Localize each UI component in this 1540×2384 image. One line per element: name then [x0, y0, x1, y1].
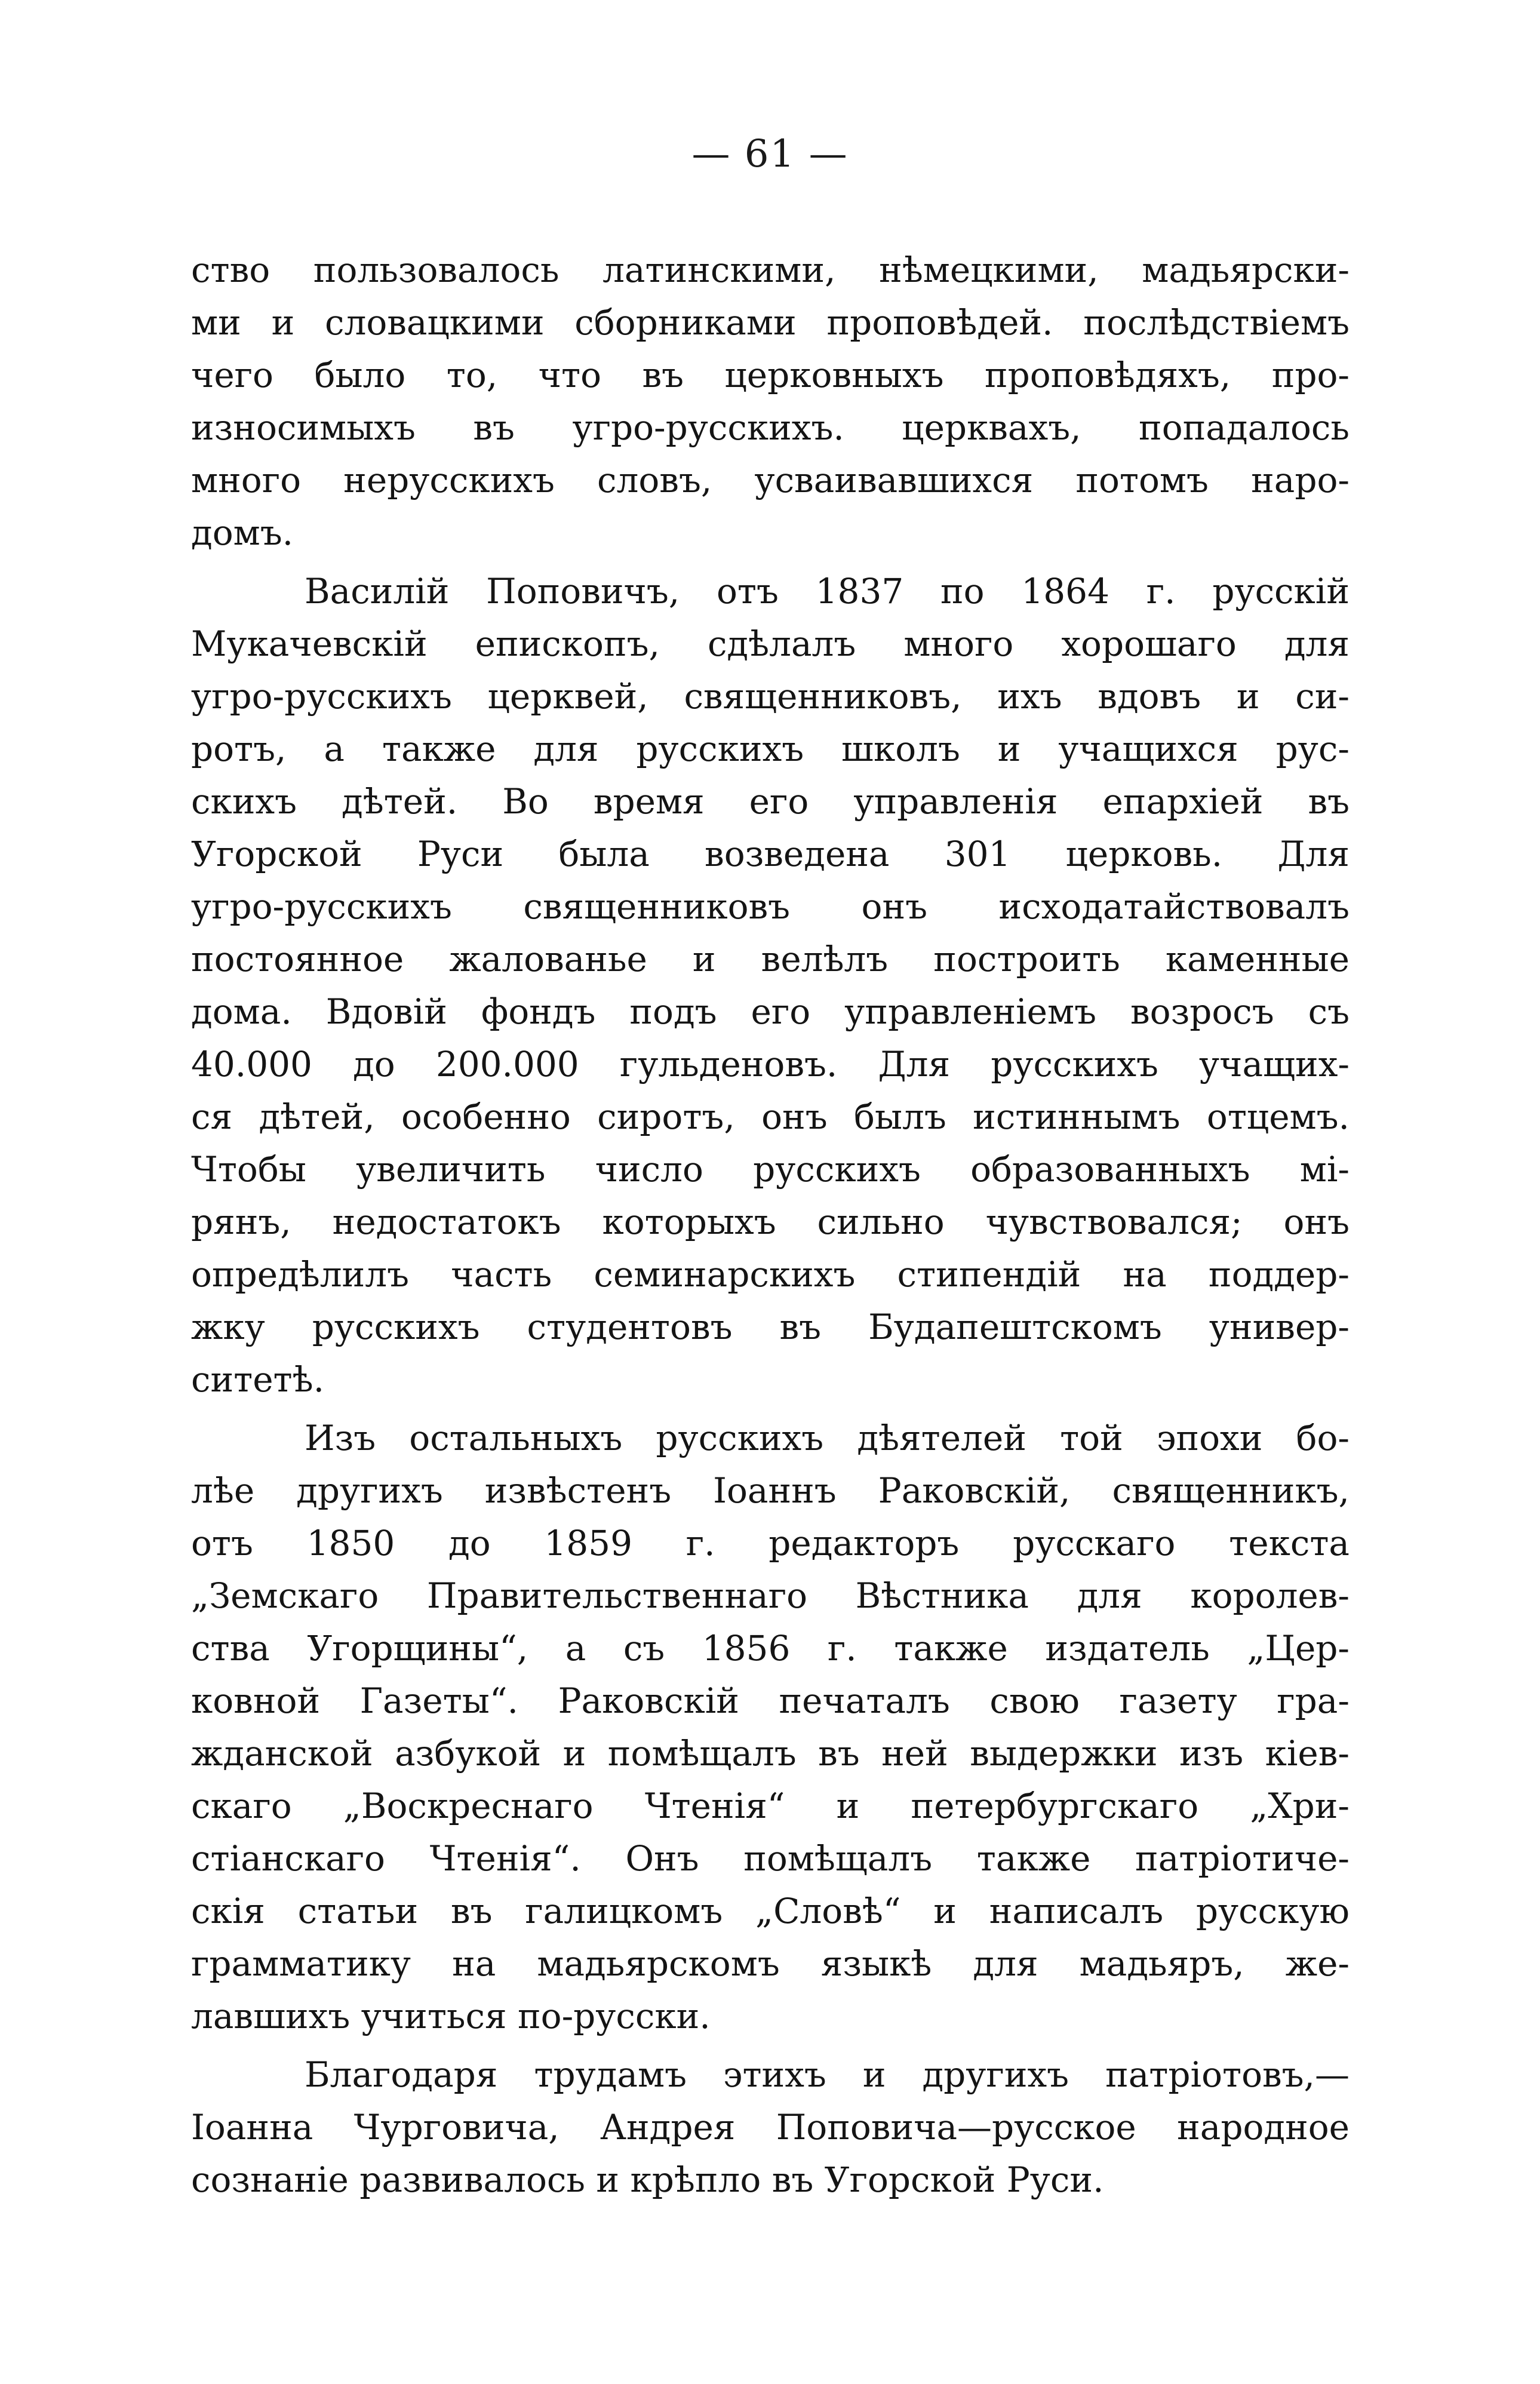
- text-line: много нерусскихъ словъ, усваивавшихся потомъ наро-: [191, 460, 1350, 500]
- text-line: ротъ, а также для русскихъ школъ и учащихся рус-: [191, 729, 1350, 769]
- text-line: лавшихъ учиться по-русски.: [191, 1996, 711, 2036]
- text-line: жку русскихъ студентовъ въ Будапештскомъ универ-: [191, 1307, 1350, 1347]
- text-line: дома. Вдовій фондъ подъ его управленіемъ возросъ съ: [191, 991, 1350, 1032]
- text-line: Чтобы увеличить число русскихъ образованныхъ мі-: [191, 1149, 1350, 1190]
- text-line: угро-русскихъ церквей, священниковъ, ихъ вдовъ и си-: [191, 676, 1350, 717]
- text-line: сознаніе развивалось и крѣпло въ Угорской Руси.: [191, 2159, 1104, 2200]
- body-text: [191, 244, 1350, 2206]
- text-line: ми и словацкими сборниками проповѣдей. послѣдствіемъ: [191, 302, 1350, 343]
- text-line: Іоанна Чурговича, Андрея Поповича—русское народное: [191, 2107, 1350, 2148]
- text-line: лѣе другихъ извѣстенъ Іоаннъ Раковскій, священникъ,: [191, 1470, 1350, 1511]
- text-line: скаго „Воскреснаго Чтенія“ и петербургскаго „Хри-: [191, 1786, 1350, 1826]
- text-line: Угорской Руси была возведена 301 церковь. Для: [191, 834, 1350, 874]
- text-line: 40.000 до 200.000 гульденовъ. Для русскихъ учащих-: [191, 1044, 1350, 1085]
- text-line: „Земскаго Правительственнаго Вѣстника для королев-: [191, 1575, 1350, 1616]
- text-line: скія статьи въ галицкомъ „Словѣ“ и написалъ русскую: [191, 1891, 1350, 1931]
- text-line: ство пользовалось латинскими, нѣмецкими, мадьярски-: [191, 250, 1350, 290]
- text-line: стіанскаго Чтенія“. Онъ помѣщалъ также патріотиче-: [191, 1838, 1350, 1879]
- text-line: Василій Поповичъ, отъ 1837 по 1864 г. русскій: [305, 571, 1350, 612]
- text-line: ся дѣтей, особенно сиротъ, онъ былъ истиннымъ отцемъ.: [191, 1096, 1350, 1137]
- text-line: домъ.: [191, 512, 294, 553]
- text-line: ковной Газеты“. Раковскій печаталъ свою газету гра-: [191, 1681, 1350, 1721]
- text-line: жданской азбукой и помѣщалъ въ ней выдержки изъ кіев-: [191, 1733, 1350, 1774]
- paragraph-3: [191, 1412, 1350, 2042]
- text-line: постоянное жалованье и велѣлъ построить каменные: [191, 939, 1350, 979]
- page-number: — 61 —: [691, 132, 849, 176]
- text-line: грамматику на мадьярскомъ языкѣ для мадьяръ, же-: [191, 1943, 1350, 1984]
- text-line: угро-русскихъ священниковъ онъ исходатайствовалъ: [191, 886, 1350, 927]
- text-line: Благодаря трудамъ этихъ и другихъ патріотовъ,—: [305, 2054, 1350, 2095]
- paragraph-4: [191, 2048, 1350, 2206]
- text-line: чего было то, что въ церковныхъ проповѣдяхъ, про-: [191, 355, 1350, 395]
- text-line: износимыхъ въ угро-русскихъ. церквахъ, попадалось: [191, 407, 1350, 448]
- text-line: Изъ остальныхъ русскихъ дѣятелей той эпохи бо-: [305, 1418, 1350, 1458]
- text-line: Мукачевскій епископъ, сдѣлалъ много хорошаго для: [191, 623, 1350, 664]
- text-line: отъ 1850 до 1859 г. редакторъ русскаго текста: [191, 1523, 1350, 1563]
- paragraph-2: [191, 565, 1350, 1406]
- text-line: ситетѣ.: [191, 1359, 325, 1400]
- text-line: рянъ, недостатокъ которыхъ сильно чувствовался; онъ: [191, 1202, 1350, 1242]
- paragraph-1: [191, 244, 1350, 559]
- text-line: ства Угорщины“, а съ 1856 г. также издатель „Цер-: [191, 1628, 1350, 1669]
- text-line: скихъ дѣтей. Во время его управленія епархіей въ: [191, 781, 1350, 822]
- text-line: опредѣлилъ часть семинарскихъ стипендій на поддер-: [191, 1254, 1350, 1295]
